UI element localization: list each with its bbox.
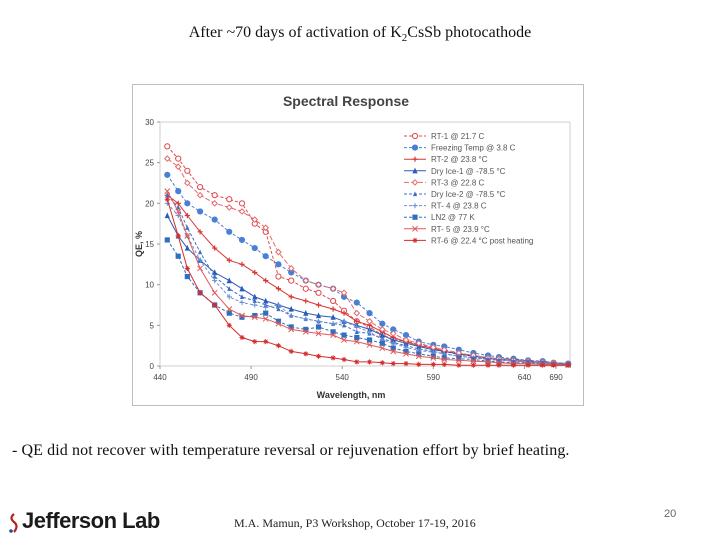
data-point-s10 (197, 290, 202, 295)
data-point-s8 (367, 337, 372, 342)
y-tick-label: 0 (149, 362, 154, 371)
data-point-s1 (197, 184, 202, 189)
legend-marker-1 (412, 133, 417, 138)
legend-label-4: Dry Ice-1 @ -78.5 °C (431, 166, 506, 176)
data-point-s2 (354, 300, 359, 305)
data-point-s2 (197, 209, 202, 214)
data-point-s10 (354, 359, 359, 364)
chart-svg (132, 84, 584, 406)
data-point-s2 (185, 201, 190, 206)
data-point-s10 (431, 362, 436, 367)
data-point-s10 (276, 343, 281, 348)
y-tick-label: 5 (149, 321, 154, 331)
data-point-s2 (227, 229, 232, 234)
data-point-s2 (176, 189, 181, 194)
data-point-s8 (185, 274, 190, 279)
data-point-s1 (303, 286, 308, 291)
legend-label-8: LN2 @ 77 K (431, 213, 475, 223)
data-point-s10 (303, 351, 308, 356)
data-point-s10 (212, 302, 217, 307)
jefferson-lab-logo (8, 508, 178, 536)
x-tick-label: 640 (517, 373, 532, 382)
legend-label-7: RT- 4 @ 23.8 C (431, 201, 487, 211)
chart-title: Spectral Response (282, 93, 410, 109)
data-point-s10 (511, 363, 516, 368)
data-point-s1 (276, 274, 281, 279)
legend-label-6: Dry Ice-2 @ -78.5 °C (431, 190, 506, 199)
data-point-s8 (380, 341, 385, 346)
spectral-response-chart (132, 84, 584, 406)
y-axis-label: QE, % (134, 230, 144, 258)
data-point-s10 (540, 363, 545, 368)
data-point-s10 (289, 349, 294, 354)
data-point-s2 (367, 311, 372, 316)
data-point-s2 (276, 262, 281, 267)
data-point-s10 (471, 363, 476, 368)
data-point-s1 (165, 144, 170, 149)
data-point-s1 (185, 168, 190, 173)
footer-author: M.A. Mamun, P3 Workshop, October 17-19, 2016 (234, 516, 476, 530)
y-tick-label: 30 (145, 118, 154, 127)
x-tick-label: 490 (244, 373, 258, 382)
data-point-s1 (227, 197, 232, 202)
data-point-s10 (391, 361, 396, 366)
legend-marker-2 (412, 145, 417, 150)
data-point-s2 (380, 321, 385, 326)
data-point-s2 (239, 237, 244, 242)
data-point-s10 (456, 363, 461, 368)
data-point-s10 (551, 363, 556, 368)
data-point-s1 (331, 298, 336, 303)
data-point-s10 (416, 362, 421, 367)
slide-caption: - QE did not recover with temperature reversal or rejuvenation effort by brief heating. (12, 442, 570, 459)
data-point-s8 (165, 237, 170, 242)
legend-label-3: RT-2 @ 23.8 °C (431, 155, 488, 165)
title-text-part2: CsSb photocathode (407, 24, 532, 41)
x-tick-label: 440 (153, 373, 167, 382)
data-point-s10 (341, 357, 346, 362)
legend-label-1: RT-1 @ 21.7 C (431, 132, 485, 141)
data-point-s8 (263, 311, 268, 316)
legend-label-2: Freezing Temp @ 3.8 C (431, 143, 516, 153)
data-point-s10 (316, 354, 321, 359)
data-point-s8 (316, 324, 321, 329)
y-tick-label: 20 (145, 199, 154, 209)
data-point-s2 (263, 254, 268, 259)
legend-label-5: RT-3 @ 22.8 C (431, 178, 485, 188)
data-point-s1 (289, 278, 294, 283)
x-tick-label: 540 (335, 373, 349, 382)
data-point-s10 (367, 359, 372, 364)
legend-marker-10 (412, 238, 417, 243)
data-point-s10 (485, 363, 490, 368)
data-point-s2 (165, 172, 170, 177)
legend-marker-8 (412, 215, 417, 220)
data-point-s10 (496, 363, 501, 368)
y-tick-label: 15 (145, 240, 154, 249)
data-point-s1 (176, 156, 181, 161)
data-point-s2 (252, 245, 257, 250)
data-point-s10 (525, 363, 530, 368)
page-number: 20 (664, 508, 677, 520)
x-tick-label: 690 (549, 373, 563, 382)
title-subscript: 2 (401, 32, 408, 45)
data-point-s10 (176, 233, 181, 238)
data-point-s10 (566, 363, 571, 368)
y-tick-label: 25 (145, 158, 154, 168)
legend-label-9: RT- 5 @ 23.9 °C (431, 224, 490, 234)
x-axis-label: Wavelength, nm (316, 390, 386, 400)
logo-mark-icon (8, 512, 20, 534)
slide-title (0, 24, 720, 44)
data-point-s10 (403, 361, 408, 366)
data-point-s8 (341, 332, 346, 337)
title-text-part1: After ~70 days of activation of K (188, 24, 402, 41)
data-point-s8 (176, 254, 181, 259)
data-point-s10 (442, 362, 447, 367)
y-tick-label: 10 (145, 280, 154, 290)
data-point-s1 (239, 201, 244, 206)
legend-label-10: RT-6 @ 22.4 °C post heating (431, 236, 534, 246)
x-tick-label: 590 (426, 373, 441, 382)
data-point-s1 (316, 290, 321, 295)
logo-text: Jefferson Lab (22, 508, 160, 533)
data-point-s2 (212, 217, 217, 222)
data-point-s1 (212, 193, 217, 198)
